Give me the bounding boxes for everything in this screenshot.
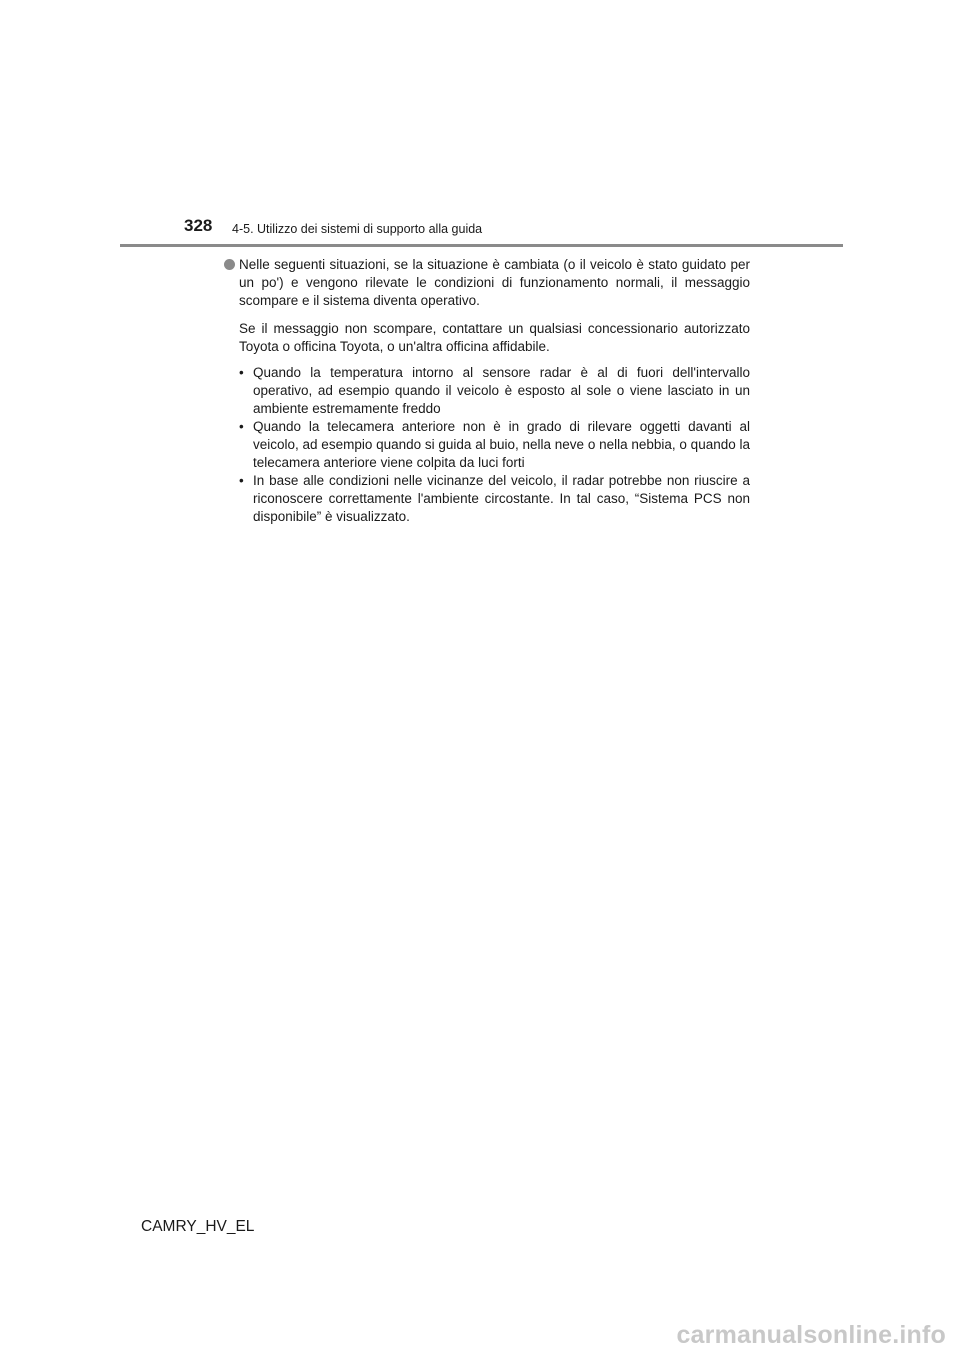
header-divider: [120, 244, 843, 247]
lead-paragraph: [224, 256, 750, 310]
bullet-marker: •: [239, 419, 244, 434]
section-title: 4-5. Utilizzo dei sistemi di supporto alla guida: [232, 222, 483, 236]
list-item: [239, 364, 750, 418]
note-paragraph: Se il messaggio non scompare, contattare un qualsiasi concessionario autorizzato Toyota o officina Toyota, o un'altra officina affidabile.: [239, 321, 750, 354]
bullet-marker: •: [239, 473, 244, 488]
list-item: [239, 472, 750, 526]
watermark: carmanualsonline.info: [676, 1321, 946, 1349]
list-item-text: Quando la telecamera anteriore non è in grado di rilevare oggetti davanti al veicolo, ad esempio quando si guida al buio, nella neve o nella nebbia, o quando la telecamera anteriore viene colpita da luci forti: [253, 419, 750, 470]
list-item-text: Quando la temperatura intorno al sensore radar è al di fuori dell'intervallo operativo, ad esempio quando il veicolo è esposto al sole o viene lasciato in un ambiente estremamente freddo: [253, 365, 750, 416]
lead-text: Nelle seguenti situazioni, se la situazione è cambiata (o il veicolo è stato guidato per un po') e vengono rilevate le condizioni di funzionamento normali, il messaggio scompare e il sistema diventa operativo.: [239, 257, 750, 308]
document-code: CAMRY_HV_EL: [141, 1218, 255, 1235]
condition-list: [224, 364, 750, 526]
list-item-text: In base alle condizioni nelle vicinanze del veicolo, il radar potrebbe non riuscire a riconoscere correttamente l'ambiente circostante. In tal caso, “Sistema PCS non disponibile” è visualizzato.: [253, 473, 750, 524]
page-content: [224, 256, 750, 526]
circle-bullet-icon: [224, 259, 235, 270]
bullet-marker: •: [239, 365, 244, 380]
page-number: 328: [184, 216, 213, 235]
list-item: [239, 418, 750, 472]
